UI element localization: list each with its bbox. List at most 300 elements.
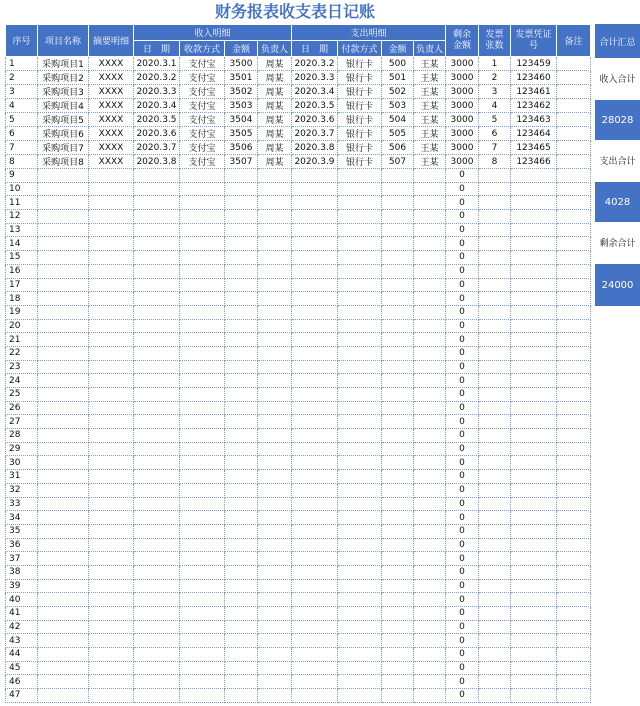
cell-expense-date[interactable]: 2020.3.7 (292, 127, 338, 141)
cell-expense-method[interactable] (338, 374, 382, 388)
cell-invoice-count[interactable] (479, 210, 511, 224)
cell-invoice-no[interactable] (511, 388, 557, 402)
cell-remain[interactable]: 0 (446, 648, 479, 662)
cell-remain[interactable]: 0 (446, 401, 479, 415)
cell-remain[interactable]: 0 (446, 456, 479, 470)
cell-invoice-no[interactable] (511, 429, 557, 443)
cell-invoice-count[interactable] (479, 182, 511, 196)
cell-seq[interactable]: 20 (6, 319, 38, 333)
cell-income-method[interactable]: 支付宝 (180, 57, 225, 71)
cell-income-amount[interactable] (225, 346, 258, 360)
cell-income-amount[interactable] (225, 511, 258, 525)
cell-remain[interactable]: 3000 (446, 57, 479, 71)
cell-note[interactable] (557, 182, 591, 196)
cell-income-date[interactable] (134, 565, 180, 579)
cell-project[interactable] (38, 497, 89, 511)
cell-invoice-no[interactable]: 123461 (511, 85, 557, 99)
cell-invoice-count[interactable] (479, 251, 511, 265)
cell-summary[interactable] (89, 456, 134, 470)
cell-income-method[interactable]: 支付宝 (180, 71, 225, 85)
cell-note[interactable] (557, 497, 591, 511)
cell-expense-method[interactable] (338, 620, 382, 634)
cell-income-date[interactable] (134, 210, 180, 224)
cell-expense-method[interactable] (338, 579, 382, 593)
cell-seq[interactable]: 23 (6, 360, 38, 374)
cell-expense-person[interactable] (414, 689, 446, 703)
cell-income-date[interactable]: 2020.3.5 (134, 113, 180, 127)
cell-income-date[interactable] (134, 620, 180, 634)
cell-seq[interactable]: 41 (6, 607, 38, 621)
cell-income-date[interactable] (134, 442, 180, 456)
cell-note[interactable] (557, 305, 591, 319)
cell-income-amount[interactable] (225, 675, 258, 689)
cell-income-date[interactable] (134, 429, 180, 443)
cell-income-date[interactable]: 2020.3.4 (134, 99, 180, 113)
cell-income-method[interactable]: 支付宝 (180, 141, 225, 155)
cell-expense-amount[interactable] (382, 374, 414, 388)
cell-project[interactable] (38, 333, 89, 347)
cell-expense-amount[interactable] (382, 319, 414, 333)
cell-expense-amount[interactable] (382, 593, 414, 607)
cell-invoice-count[interactable] (479, 333, 511, 347)
cell-note[interactable] (557, 85, 591, 99)
cell-project[interactable] (38, 264, 89, 278)
cell-remain[interactable]: 0 (446, 305, 479, 319)
cell-expense-method[interactable] (338, 565, 382, 579)
cell-invoice-count[interactable] (479, 169, 511, 183)
cell-expense-person[interactable] (414, 292, 446, 306)
cell-income-date[interactable] (134, 579, 180, 593)
cell-expense-method[interactable] (338, 333, 382, 347)
cell-expense-person[interactable] (414, 511, 446, 525)
cell-seq[interactable]: 1 (6, 57, 38, 71)
cell-income-method[interactable] (180, 278, 225, 292)
cell-expense-amount[interactable] (382, 689, 414, 703)
cell-expense-person[interactable] (414, 251, 446, 265)
cell-expense-date[interactable] (292, 305, 338, 319)
cell-note[interactable] (557, 210, 591, 224)
cell-invoice-no[interactable] (511, 182, 557, 196)
cell-summary[interactable]: XXXX (89, 127, 134, 141)
cell-remain[interactable]: 3000 (446, 155, 479, 169)
cell-expense-amount[interactable] (382, 661, 414, 675)
cell-expense-date[interactable] (292, 648, 338, 662)
cell-remain[interactable]: 0 (446, 210, 479, 224)
cell-income-person[interactable] (258, 360, 292, 374)
cell-income-date[interactable]: 2020.3.3 (134, 85, 180, 99)
cell-income-person[interactable] (258, 319, 292, 333)
cell-income-person[interactable] (258, 483, 292, 497)
cell-summary[interactable] (89, 237, 134, 251)
cell-seq[interactable]: 9 (6, 169, 38, 183)
cell-remain[interactable]: 0 (446, 470, 479, 484)
cell-invoice-no[interactable] (511, 675, 557, 689)
cell-note[interactable] (557, 196, 591, 210)
cell-project[interactable] (38, 634, 89, 648)
cell-summary[interactable] (89, 319, 134, 333)
cell-expense-person[interactable]: 王某 (414, 127, 446, 141)
cell-expense-amount[interactable]: 500 (382, 57, 414, 71)
cell-income-method[interactable] (180, 593, 225, 607)
cell-remain[interactable]: 0 (446, 689, 479, 703)
cell-expense-amount[interactable] (382, 305, 414, 319)
cell-project[interactable] (38, 374, 89, 388)
cell-invoice-no[interactable]: 123462 (511, 99, 557, 113)
cell-remain[interactable]: 0 (446, 388, 479, 402)
cell-income-person[interactable]: 周某 (258, 85, 292, 99)
cell-invoice-count[interactable]: 1 (479, 57, 511, 71)
cell-income-amount[interactable] (225, 278, 258, 292)
cell-invoice-no[interactable] (511, 511, 557, 525)
cell-expense-method[interactable] (338, 346, 382, 360)
cell-income-amount[interactable]: 3505 (225, 127, 258, 141)
cell-income-person[interactable] (258, 579, 292, 593)
cell-income-amount[interactable] (225, 429, 258, 443)
cell-seq[interactable]: 19 (6, 305, 38, 319)
cell-income-date[interactable] (134, 552, 180, 566)
cell-income-method[interactable] (180, 538, 225, 552)
cell-income-person[interactable] (258, 552, 292, 566)
cell-expense-date[interactable] (292, 497, 338, 511)
cell-invoice-count[interactable] (479, 223, 511, 237)
cell-invoice-no[interactable] (511, 579, 557, 593)
cell-invoice-count[interactable] (479, 524, 511, 538)
cell-income-date[interactable] (134, 333, 180, 347)
cell-summary[interactable] (89, 675, 134, 689)
cell-income-amount[interactable]: 3507 (225, 155, 258, 169)
cell-project[interactable]: 采购项目3 (38, 85, 89, 99)
cell-note[interactable] (557, 251, 591, 265)
cell-expense-method[interactable] (338, 552, 382, 566)
cell-income-person[interactable] (258, 223, 292, 237)
cell-income-method[interactable] (180, 648, 225, 662)
cell-income-method[interactable]: 支付宝 (180, 85, 225, 99)
cell-income-amount[interactable] (225, 374, 258, 388)
cell-expense-date[interactable] (292, 538, 338, 552)
cell-summary[interactable] (89, 415, 134, 429)
cell-note[interactable] (557, 607, 591, 621)
cell-income-amount[interactable]: 3500 (225, 57, 258, 71)
cell-expense-method[interactable] (338, 388, 382, 402)
cell-note[interactable] (557, 333, 591, 347)
cell-income-person[interactable] (258, 538, 292, 552)
cell-income-method[interactable] (180, 634, 225, 648)
cell-income-person[interactable] (258, 470, 292, 484)
cell-seq[interactable]: 36 (6, 538, 38, 552)
cell-income-person[interactable] (258, 237, 292, 251)
cell-invoice-no[interactable] (511, 264, 557, 278)
cell-expense-date[interactable] (292, 169, 338, 183)
cell-expense-amount[interactable] (382, 497, 414, 511)
cell-project[interactable] (38, 483, 89, 497)
cell-expense-person[interactable] (414, 607, 446, 621)
cell-expense-person[interactable] (414, 634, 446, 648)
cell-expense-date[interactable] (292, 401, 338, 415)
cell-note[interactable] (557, 374, 591, 388)
cell-invoice-count[interactable] (479, 661, 511, 675)
cell-seq[interactable]: 5 (6, 113, 38, 127)
cell-expense-person[interactable] (414, 593, 446, 607)
cell-invoice-no[interactable] (511, 333, 557, 347)
cell-invoice-count[interactable] (479, 648, 511, 662)
cell-invoice-no[interactable]: 123459 (511, 57, 557, 71)
cell-invoice-no[interactable]: 123465 (511, 141, 557, 155)
cell-expense-method[interactable] (338, 593, 382, 607)
cell-project[interactable] (38, 278, 89, 292)
cell-expense-date[interactable] (292, 620, 338, 634)
cell-income-person[interactable] (258, 264, 292, 278)
cell-expense-person[interactable] (414, 565, 446, 579)
cell-expense-method[interactable] (338, 305, 382, 319)
cell-summary[interactable] (89, 497, 134, 511)
cell-note[interactable] (557, 565, 591, 579)
cell-income-date[interactable] (134, 648, 180, 662)
cell-expense-date[interactable]: 2020.3.2 (292, 57, 338, 71)
cell-invoice-no[interactable] (511, 360, 557, 374)
cell-income-amount[interactable] (225, 483, 258, 497)
cell-remain[interactable]: 0 (446, 511, 479, 525)
cell-seq[interactable]: 6 (6, 127, 38, 141)
cell-income-date[interactable] (134, 470, 180, 484)
cell-seq[interactable]: 12 (6, 210, 38, 224)
cell-income-date[interactable] (134, 511, 180, 525)
cell-note[interactable] (557, 634, 591, 648)
cell-note[interactable] (557, 456, 591, 470)
cell-invoice-no[interactable] (511, 470, 557, 484)
cell-note[interactable] (557, 113, 591, 127)
cell-expense-amount[interactable] (382, 607, 414, 621)
cell-invoice-no[interactable]: 123463 (511, 113, 557, 127)
cell-income-method[interactable] (180, 374, 225, 388)
cell-income-person[interactable] (258, 401, 292, 415)
cell-expense-amount[interactable] (382, 169, 414, 183)
cell-income-amount[interactable] (225, 251, 258, 265)
cell-expense-amount[interactable] (382, 442, 414, 456)
cell-summary[interactable] (89, 360, 134, 374)
cell-expense-person[interactable] (414, 552, 446, 566)
cell-expense-amount[interactable] (382, 251, 414, 265)
cell-invoice-count[interactable]: 3 (479, 85, 511, 99)
cell-invoice-no[interactable] (511, 278, 557, 292)
cell-expense-date[interactable] (292, 429, 338, 443)
cell-project[interactable]: 采购项目8 (38, 155, 89, 169)
cell-income-person[interactable] (258, 415, 292, 429)
cell-invoice-no[interactable] (511, 251, 557, 265)
cell-note[interactable] (557, 552, 591, 566)
cell-summary[interactable]: XXXX (89, 113, 134, 127)
cell-summary[interactable] (89, 251, 134, 265)
cell-expense-amount[interactable] (382, 470, 414, 484)
cell-income-method[interactable] (180, 689, 225, 703)
cell-income-date[interactable] (134, 661, 180, 675)
cell-note[interactable] (557, 524, 591, 538)
cell-invoice-count[interactable] (479, 607, 511, 621)
cell-expense-amount[interactable] (382, 237, 414, 251)
cell-income-amount[interactable]: 3504 (225, 113, 258, 127)
cell-project[interactable] (38, 360, 89, 374)
cell-remain[interactable]: 0 (446, 264, 479, 278)
cell-note[interactable] (557, 648, 591, 662)
cell-remain[interactable]: 0 (446, 182, 479, 196)
cell-invoice-count[interactable] (479, 360, 511, 374)
cell-expense-person[interactable]: 王某 (414, 85, 446, 99)
cell-invoice-count[interactable] (479, 538, 511, 552)
cell-invoice-count[interactable] (479, 565, 511, 579)
cell-income-person[interactable]: 周某 (258, 99, 292, 113)
cell-income-date[interactable] (134, 593, 180, 607)
cell-expense-amount[interactable] (382, 565, 414, 579)
cell-expense-method[interactable]: 银行卡 (338, 99, 382, 113)
cell-seq[interactable]: 24 (6, 374, 38, 388)
cell-income-method[interactable] (180, 182, 225, 196)
cell-expense-amount[interactable] (382, 401, 414, 415)
cell-income-date[interactable]: 2020.3.6 (134, 127, 180, 141)
cell-invoice-count[interactable] (479, 237, 511, 251)
cell-income-date[interactable] (134, 675, 180, 689)
cell-invoice-count[interactable]: 8 (479, 155, 511, 169)
cell-expense-person[interactable] (414, 278, 446, 292)
cell-seq[interactable]: 13 (6, 223, 38, 237)
cell-project[interactable] (38, 182, 89, 196)
cell-expense-date[interactable] (292, 442, 338, 456)
cell-income-amount[interactable] (225, 661, 258, 675)
cell-income-method[interactable] (180, 210, 225, 224)
cell-income-method[interactable] (180, 237, 225, 251)
cell-expense-method[interactable] (338, 319, 382, 333)
cell-income-method[interactable] (180, 401, 225, 415)
cell-expense-person[interactable]: 王某 (414, 141, 446, 155)
cell-summary[interactable] (89, 661, 134, 675)
cell-project[interactable] (38, 661, 89, 675)
cell-invoice-count[interactable] (479, 511, 511, 525)
cell-remain[interactable]: 0 (446, 360, 479, 374)
cell-expense-date[interactable] (292, 196, 338, 210)
cell-expense-amount[interactable] (382, 579, 414, 593)
cell-summary[interactable] (89, 538, 134, 552)
cell-expense-date[interactable]: 2020.3.4 (292, 85, 338, 99)
cell-expense-person[interactable] (414, 360, 446, 374)
cell-summary[interactable] (89, 264, 134, 278)
cell-remain[interactable]: 0 (446, 223, 479, 237)
cell-expense-person[interactable] (414, 333, 446, 347)
cell-income-date[interactable] (134, 374, 180, 388)
cell-expense-person[interactable] (414, 388, 446, 402)
cell-note[interactable] (557, 346, 591, 360)
cell-expense-person[interactable] (414, 497, 446, 511)
cell-expense-person[interactable] (414, 483, 446, 497)
cell-invoice-no[interactable] (511, 483, 557, 497)
cell-income-date[interactable]: 2020.3.2 (134, 71, 180, 85)
cell-note[interactable] (557, 429, 591, 443)
cell-income-person[interactable]: 周某 (258, 127, 292, 141)
cell-income-date[interactable] (134, 689, 180, 703)
cell-expense-date[interactable] (292, 388, 338, 402)
cell-income-date[interactable] (134, 237, 180, 251)
cell-summary[interactable] (89, 210, 134, 224)
cell-income-method[interactable] (180, 661, 225, 675)
cell-seq[interactable]: 14 (6, 237, 38, 251)
cell-expense-method[interactable] (338, 210, 382, 224)
cell-note[interactable] (557, 415, 591, 429)
cell-expense-method[interactable] (338, 634, 382, 648)
cell-expense-method[interactable] (338, 456, 382, 470)
cell-expense-amount[interactable] (382, 360, 414, 374)
cell-expense-date[interactable] (292, 346, 338, 360)
cell-expense-method[interactable]: 银行卡 (338, 155, 382, 169)
cell-expense-person[interactable] (414, 223, 446, 237)
cell-seq[interactable]: 2 (6, 71, 38, 85)
cell-invoice-count[interactable] (479, 292, 511, 306)
cell-project[interactable] (38, 251, 89, 265)
cell-remain[interactable]: 0 (446, 346, 479, 360)
cell-income-date[interactable] (134, 223, 180, 237)
cell-invoice-no[interactable] (511, 237, 557, 251)
cell-expense-date[interactable] (292, 565, 338, 579)
cell-income-method[interactable] (180, 292, 225, 306)
cell-expense-method[interactable] (338, 483, 382, 497)
cell-summary[interactable]: XXXX (89, 71, 134, 85)
cell-invoice-count[interactable] (479, 305, 511, 319)
cell-expense-method[interactable]: 银行卡 (338, 85, 382, 99)
cell-project[interactable] (38, 593, 89, 607)
cell-expense-method[interactable] (338, 442, 382, 456)
cell-seq[interactable]: 15 (6, 251, 38, 265)
cell-expense-date[interactable]: 2020.3.9 (292, 155, 338, 169)
cell-invoice-no[interactable] (511, 538, 557, 552)
cell-note[interactable] (557, 470, 591, 484)
cell-remain[interactable]: 3000 (446, 71, 479, 85)
cell-seq[interactable]: 28 (6, 429, 38, 443)
cell-expense-amount[interactable] (382, 264, 414, 278)
cell-remain[interactable]: 0 (446, 497, 479, 511)
cell-expense-amount[interactable]: 501 (382, 71, 414, 85)
cell-note[interactable] (557, 593, 591, 607)
cell-income-method[interactable] (180, 429, 225, 443)
cell-income-date[interactable] (134, 634, 180, 648)
cell-income-amount[interactable] (225, 552, 258, 566)
cell-invoice-no[interactable]: 123466 (511, 155, 557, 169)
cell-remain[interactable]: 3000 (446, 141, 479, 155)
cell-note[interactable] (557, 223, 591, 237)
cell-remain[interactable]: 0 (446, 552, 479, 566)
cell-summary[interactable] (89, 524, 134, 538)
cell-income-amount[interactable] (225, 237, 258, 251)
cell-summary[interactable] (89, 305, 134, 319)
cell-expense-method[interactable] (338, 470, 382, 484)
cell-income-method[interactable] (180, 319, 225, 333)
cell-income-amount[interactable] (225, 579, 258, 593)
cell-expense-amount[interactable] (382, 648, 414, 662)
cell-income-method[interactable] (180, 442, 225, 456)
cell-seq[interactable]: 16 (6, 264, 38, 278)
cell-expense-amount[interactable] (382, 196, 414, 210)
cell-expense-person[interactable] (414, 429, 446, 443)
cell-expense-person[interactable]: 王某 (414, 71, 446, 85)
cell-project[interactable] (38, 675, 89, 689)
cell-expense-amount[interactable] (382, 223, 414, 237)
cell-seq[interactable]: 44 (6, 648, 38, 662)
cell-invoice-count[interactable] (479, 675, 511, 689)
cell-income-person[interactable] (258, 524, 292, 538)
cell-income-person[interactable] (258, 388, 292, 402)
cell-seq[interactable]: 21 (6, 333, 38, 347)
cell-invoice-count[interactable] (479, 634, 511, 648)
cell-income-date[interactable] (134, 607, 180, 621)
cell-expense-method[interactable]: 银行卡 (338, 127, 382, 141)
cell-summary[interactable] (89, 429, 134, 443)
cell-summary[interactable] (89, 607, 134, 621)
cell-income-method[interactable]: 支付宝 (180, 127, 225, 141)
